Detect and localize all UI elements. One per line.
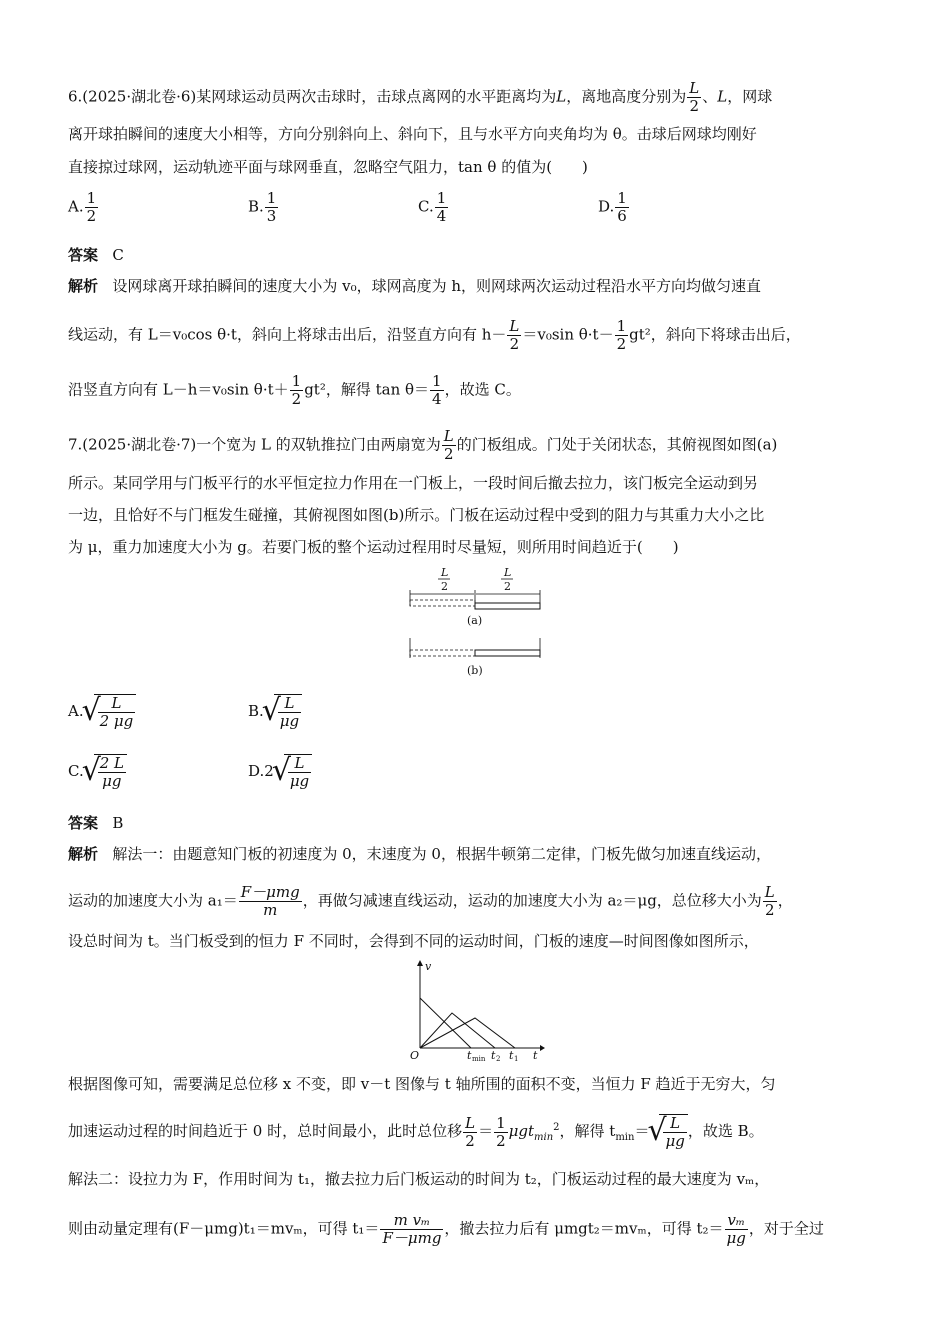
q7-analysis-line4: 根据图像可知，需要满足总位移 x 不变，即 v－t 图像与 t 轴所围的面积不变，当恒力 F 趋近于无穷大，匀 xyxy=(68,1075,776,1093)
fig-a-left-2: 2 xyxy=(441,580,448,593)
q7-analysis-line6: 解法二：设拉力为 F，作用时间为 t₁，撤去拉力后门板运动的时间为 t₂，门板运动过程的最大速度为 vₘ， xyxy=(68,1170,770,1188)
tmin-label: t xyxy=(467,1049,472,1062)
door-diagram xyxy=(400,562,550,682)
fig-b-label: (b) xyxy=(467,664,483,677)
q6-line2: 离开球拍瞬间的速度大小相等，方向分别斜向上、斜向下，且与水平方向夹角均为 θ。击球后网球均刚好 xyxy=(68,125,757,143)
q7-line3: 一边，且恰好不与门框发生碰撞，其俯视图如图(b)所示。门板在运动过程中受到的阻力与其重力大小之比 xyxy=(68,506,765,524)
q7-answer: 答案 B xyxy=(68,814,124,832)
q7-analysis-line2: 运动的加速度大小为 a₁＝ $\frac{\text{F－μmg}}{m}$ ，再做匀减速直线运动，运动的加速度大小为 a₂＝μg，总位移大小为 $\frac{L}{2}$ ， xyxy=(68,883,793,919)
q7-option-c: C. √ $\frac{2 L}{\mu g}$ xyxy=(68,754,127,790)
q7-option-b: B. √ $\frac{L}{\mu g}$ xyxy=(248,694,302,730)
q6-line1: 6.(2025·湖北卷·6)某网球运动员两次击球时，击球点离网的水平距离均为L，离地高度分别为 $\frac{L}{2}$ 、L，网球 xyxy=(68,79,773,115)
fig-a-label: (a) xyxy=(467,614,483,627)
t2-label: t xyxy=(491,1049,496,1062)
q6-analysis-line1: 解析 设网球离开球拍瞬间的速度大小为 v₀，球网高度为 h，则网球两次运动过程沿水平方向均做匀速直 xyxy=(68,277,762,295)
q7-option-a: A. √ $\frac{L}{2 \mu g}$ xyxy=(68,694,136,730)
q6-answer: 答案 C xyxy=(68,246,124,264)
t1-label: t xyxy=(509,1049,514,1062)
t-axis-label: t xyxy=(533,1049,538,1062)
fig-a-right-L: L xyxy=(504,566,512,579)
q7-analysis-line3: 设总时间为 t。当门板受到的恒力 F 不同时，会得到不同的运动时间，门板的速度—时间图像如图所示， xyxy=(68,932,759,950)
t2-sub: 2 xyxy=(496,1055,501,1062)
q7-line2: 所示。某同学用与门板平行的水平恒定拉力作用在一门板上，一段时间后撤去拉力，该门板完全运动到另 xyxy=(68,474,759,492)
fraction-L-over-2: $\frac{L}{2}$ xyxy=(689,79,700,115)
q7-analysis-line1: 解析 解法一：由题意知门板的初速度为 0，末速度为 0，根据牛顿第二定律，门板先做匀加速直线运动， xyxy=(68,845,771,863)
v-axis-label: v xyxy=(425,960,432,973)
t1-sub: 1 xyxy=(514,1055,519,1062)
q7-analysis-line7: 则由动量定理有(F－μmg)t₁＝mvₘ，可得 t₁＝ $\frac{\text{m vₘ}}{\text{F－μmg}}$ ，撤去拉力后有 μmgt₂＝mvₘ，可得 t₂＝ $\frac{\text{vₘ}}{\mu g}$ ，对于全过 xyxy=(68,1211,824,1247)
origin-label: O xyxy=(410,1049,420,1062)
q7-analysis-line5: 加速运动过程的时间趋近于 0 时，总时间最小，此时总位移 $\frac{L}{2}$ ＝ $\frac{1}{2}$ μgt$_{min}^2$，解得 $t_{min}=$ √ $\frac{L}{\mu g}$ ，故选 B。 xyxy=(68,1114,764,1150)
q6-option-a: A. $\frac{1}{2}$ xyxy=(68,189,97,225)
q6-option-c: C. $\frac{1}{4}$ xyxy=(418,189,447,225)
q6-option-b: B. $\frac{1}{3}$ xyxy=(248,189,277,225)
tmin-sub: min xyxy=(472,1055,486,1062)
fig-a-right-2: 2 xyxy=(504,580,511,593)
q7-line1: 7.(2025·湖北卷·7)一个宽为 L 的双轨推拉门由两扇宽为 $\frac{L}{2}$ 的门板组成。门处于关闭状态，其俯视图如图(a) xyxy=(68,427,778,463)
q6-analysis-line2: 线运动，有 L＝v₀cos θ·t，斜向上将球击出后，沿竖直方向有 h－ $\frac{L}{2}$ ＝v₀sin θ·t－ $\frac{1}{2}$ gt²，斜向下将球击出后， xyxy=(68,317,801,353)
q7-line4: 为 μ，重力加速度大小为 g。若要门板的整个运动过程用时尽量短，则所用时间趋近于( ) xyxy=(68,538,679,556)
q7-option-d: D.2 √ $\frac{L}{\mu g}$ xyxy=(248,754,312,790)
fig-a-left-L: L xyxy=(441,566,449,579)
q6-line3: 直接掠过球网，运动轨迹平面与球网垂直，忽略空气阻力，tan θ 的值为( ) xyxy=(68,158,588,176)
q6-analysis-line3: 沿竖直方向有 L－h＝v₀sin θ·t＋ $\frac{1}{2}$ gt²，解得 tan θ＝ $\frac{1}{4}$ ，故选 C。 xyxy=(68,372,521,408)
q6-option-d: D. $\frac{1}{6}$ xyxy=(598,189,627,225)
vt-graph xyxy=(405,958,545,1062)
